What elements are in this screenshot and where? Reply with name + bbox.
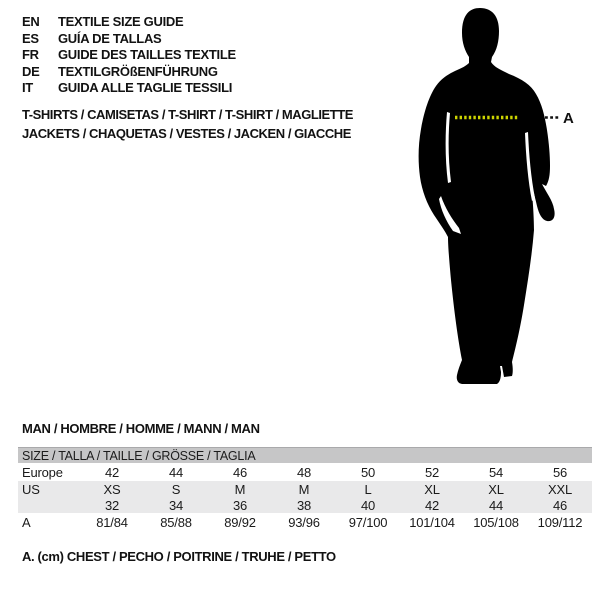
size-cell: 89/92 bbox=[224, 515, 256, 530]
size-cell: XXL bbox=[548, 481, 572, 497]
size-cell: 44 bbox=[168, 464, 184, 480]
size-cell: 46 bbox=[552, 497, 568, 513]
category-jackets: JACKETS / CHAQUETAS / VESTES / JACKEN / GIACCHE bbox=[22, 126, 351, 141]
man-silhouette-figure bbox=[395, 0, 600, 400]
size-cell: 52 bbox=[424, 464, 440, 480]
section-title-man: MAN / HOMBRE / HOMME / MANN / MAN bbox=[22, 421, 260, 436]
size-cell: 36 bbox=[232, 497, 248, 513]
size-cell: 97/100 bbox=[348, 515, 388, 530]
size-cell: 34 bbox=[168, 497, 184, 513]
row-label: Europe bbox=[22, 464, 63, 480]
size-cell: M bbox=[298, 481, 310, 497]
lang-title: TEXTILGRÖßENFÜHRUNG bbox=[58, 63, 218, 79]
lang-title: GUIDE DES TAILLES TEXTILE bbox=[58, 47, 236, 63]
lang-row-en bbox=[22, 14, 236, 31]
size-table bbox=[18, 447, 592, 532]
man-silhouette-svg bbox=[395, 0, 600, 400]
size-cell: 81/84 bbox=[96, 515, 128, 530]
size-cell: XL bbox=[424, 481, 440, 497]
size-cell: M bbox=[234, 481, 246, 497]
size-cell: 38 bbox=[296, 497, 312, 513]
lang-row-de bbox=[22, 64, 236, 81]
size-cell: 40 bbox=[360, 497, 376, 513]
size-cell: 50 bbox=[360, 464, 376, 480]
size-cell: 46 bbox=[232, 464, 248, 480]
size-cell: 109/112 bbox=[537, 515, 583, 530]
size-cell: 101/104 bbox=[409, 515, 455, 530]
size-cell: 105/108 bbox=[473, 515, 519, 530]
lang-code: ES bbox=[22, 30, 39, 46]
size-cell: 85/88 bbox=[160, 515, 192, 530]
lang-title: GUIDA ALLE TAGLIE TESSILI bbox=[58, 80, 233, 96]
size-cell: S bbox=[171, 481, 181, 497]
category-tshirts: T-SHIRTS / CAMISETAS / T-SHIRT / T-SHIRT / MAGLIETTE bbox=[22, 107, 353, 122]
size-cell: 32 bbox=[104, 497, 120, 513]
row-label: A bbox=[22, 515, 31, 530]
size-cell: 54 bbox=[488, 464, 504, 480]
table-row-us bbox=[18, 481, 592, 497]
measure-label-a: A bbox=[563, 110, 574, 127]
size-cell: 56 bbox=[552, 464, 568, 480]
size-cell: XS bbox=[103, 481, 121, 497]
lang-title: GUÍA DE TALLAS bbox=[58, 30, 162, 46]
table-row-numeric bbox=[18, 497, 592, 513]
table-row-chest-cm bbox=[18, 513, 592, 532]
size-cell: 93/96 bbox=[288, 515, 320, 530]
lang-code: IT bbox=[22, 80, 33, 96]
size-cell: 42 bbox=[424, 497, 440, 513]
size-table-header: SIZE / TALLA / TAILLE / GRÖSSE / TAGLIA bbox=[18, 447, 592, 463]
size-cell: XL bbox=[488, 481, 504, 497]
lang-row-fr bbox=[22, 47, 236, 64]
language-title-block bbox=[22, 14, 236, 97]
category-lines bbox=[22, 105, 353, 143]
lang-code: EN bbox=[22, 14, 40, 29]
row-label: US bbox=[22, 481, 40, 497]
size-cell: 44 bbox=[488, 497, 504, 513]
measure-footnote: A. (cm) CHEST / PECHO / POITRINE / TRUHE / PETTO bbox=[22, 549, 336, 564]
size-cell: 48 bbox=[296, 464, 312, 480]
lang-row-it bbox=[22, 80, 236, 97]
lang-row-es bbox=[22, 31, 236, 48]
lang-title: TEXTILE SIZE GUIDE bbox=[58, 14, 184, 29]
table-row-europe bbox=[18, 463, 592, 481]
lang-code: FR bbox=[22, 47, 39, 63]
size-cell: 42 bbox=[104, 464, 120, 480]
size-cell: L bbox=[364, 481, 372, 497]
lang-code: DE bbox=[22, 63, 40, 79]
